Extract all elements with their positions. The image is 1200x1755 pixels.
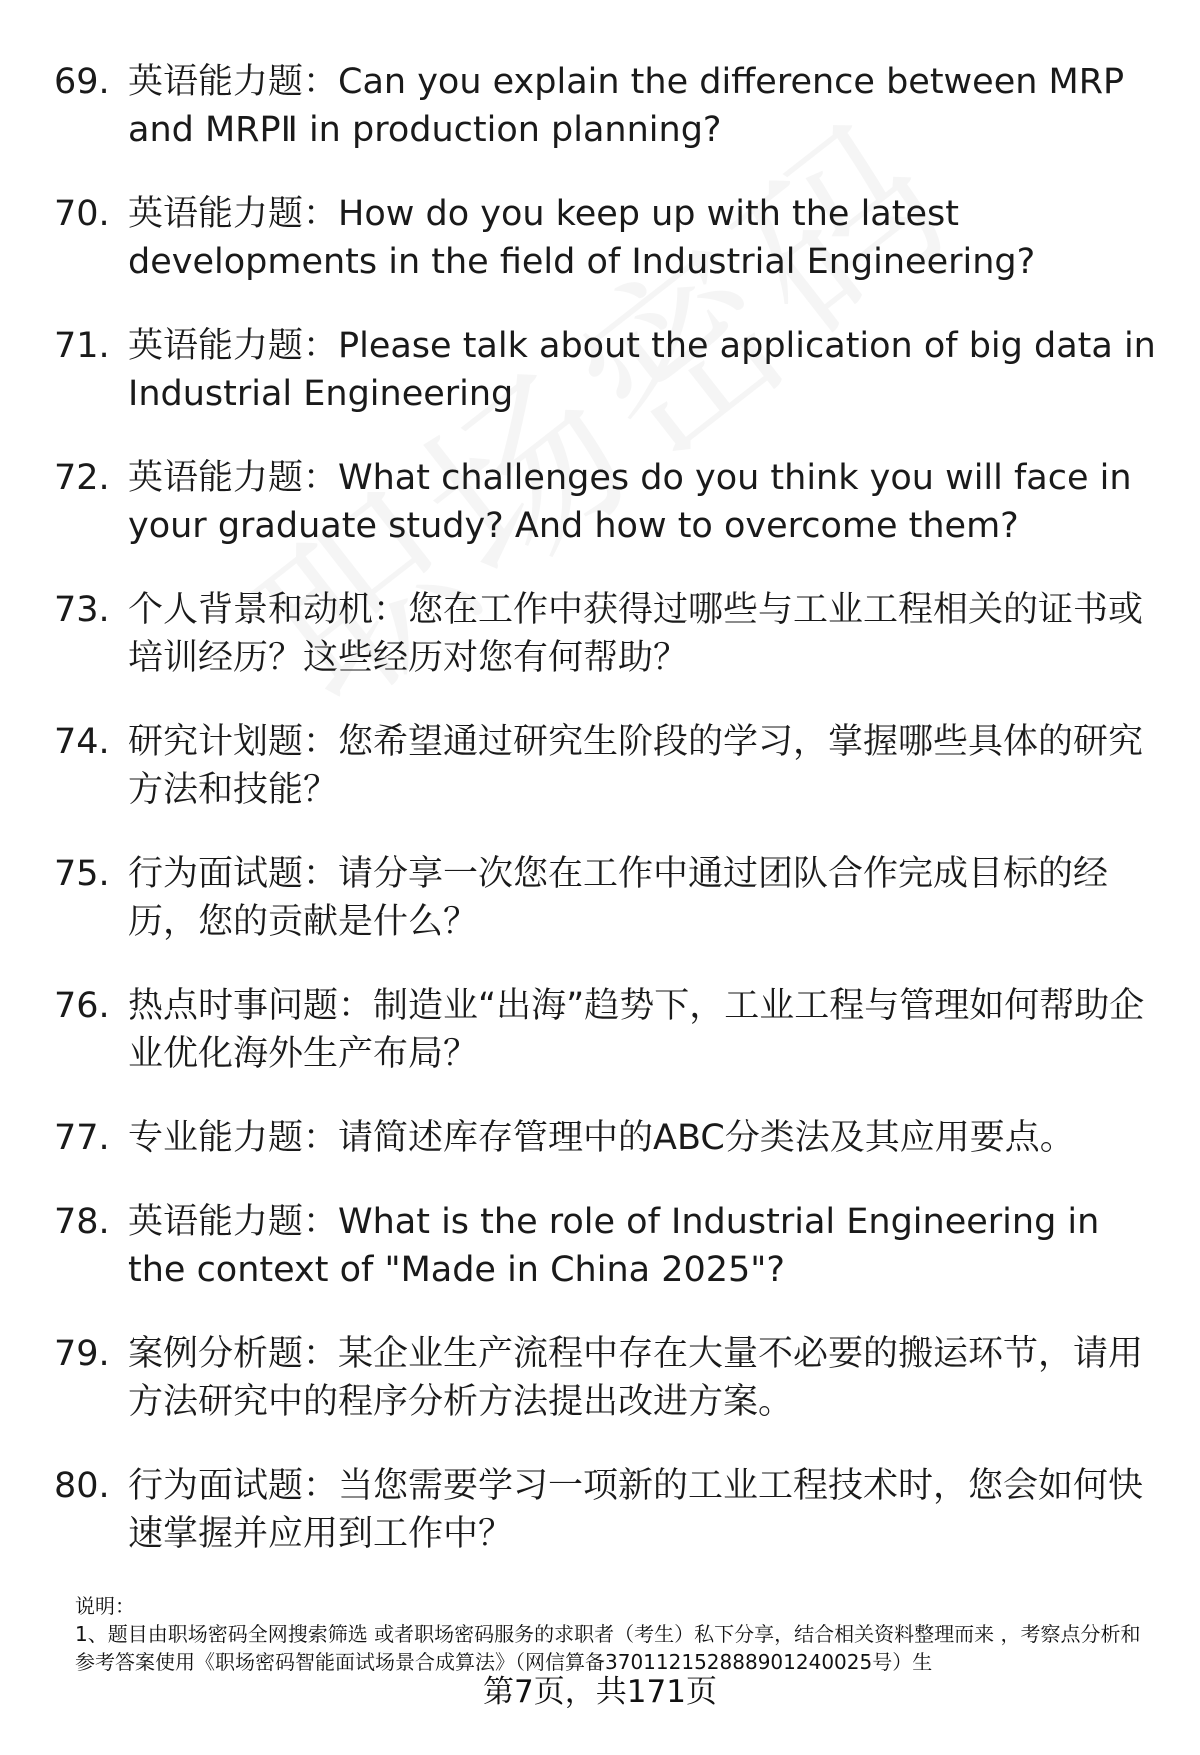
question-item [54,982,1164,1078]
question-number: 75. [54,854,110,894]
question-item [54,586,1164,682]
question-number: 72. [54,458,110,498]
question-number: 80. [54,1466,110,1506]
question-item [54,1330,1164,1426]
question-number: 70. [54,194,110,234]
page-number: 第7页，共171页 [483,1674,717,1710]
question-item [54,718,1164,814]
question-text: 英语能力题：Please talk about the application of big data in Industrial Engineering [128,326,1156,414]
question-number: 69. [54,62,110,102]
question-text: 热点时事问题：制造业“出海”趋势下，工业工程与管理如何帮助企业优化海外生产布局？ [128,986,1145,1074]
question-text: 个人背景和动机：您在工作中获得过哪些与工业工程相关的证书或培训经历？这些经历对您有何帮助？ [128,590,1144,678]
question-number: 79. [54,1334,110,1374]
question-text: 专业能力题：请简述库存管理中的ABC分类法及其应用要点。 [128,1118,1075,1158]
question-text: 英语能力题：What is the role of Industrial Engineering in the context of "Made in China 2025"? [128,1202,1100,1290]
question-item [54,1198,1164,1294]
question-number: 74. [54,722,110,762]
question-number: 76. [54,986,110,1026]
question-text: 英语能力题：Can you explain the difference between MRP and MRPⅡ in production planning? [128,62,1125,150]
question-item [54,1462,1164,1558]
question-item [54,454,1164,550]
notes-section [75,1592,1160,1676]
question-number: 77. [54,1118,110,1158]
question-number: 78. [54,1202,110,1242]
question-text: 行为面试题：当您需要学习一项新的工业工程技术时，您会如何快速掌握并应用到工作中？ [128,1466,1144,1554]
question-number: 71. [54,326,110,366]
question-number: 73. [54,590,110,630]
question-item [54,190,1164,286]
question-item [54,58,1164,154]
question-item [54,1114,1164,1162]
question-text: 英语能力题：How do you keep up with the latest developments in the field of Industrial Engineering? [128,194,1036,282]
notes-item: 1、题目由职场密码全网搜索筛选 或者职场密码服务的求职者（考生）私下分享，结合相关资料整理而来 ，考察点分析和参考答案使用《职场密码智能面试场景合成算法》（网信算备370112152888901240025号）生 [75,1622,1141,1674]
question-text: 行为面试题：请分享一次您在工作中通过团队合作完成目标的经历，您的贡献是什么？ [128,854,1109,942]
question-list [54,58,1164,1594]
question-text: 案例分析题：某企业生产流程中存在大量不必要的搬运环节，请用方法研究中的程序分析方法提出改进方案。 [128,1334,1144,1422]
question-text: 研究计划题：您希望通过研究生阶段的学习，掌握哪些具体的研究方法和技能？ [128,722,1144,810]
question-text: 英语能力题：What challenges do you think you will face in your graduate study? And how to overcome them? [128,458,1132,546]
question-item [54,850,1164,946]
notes-label: 说明： [75,1594,135,1618]
question-item [54,322,1164,418]
